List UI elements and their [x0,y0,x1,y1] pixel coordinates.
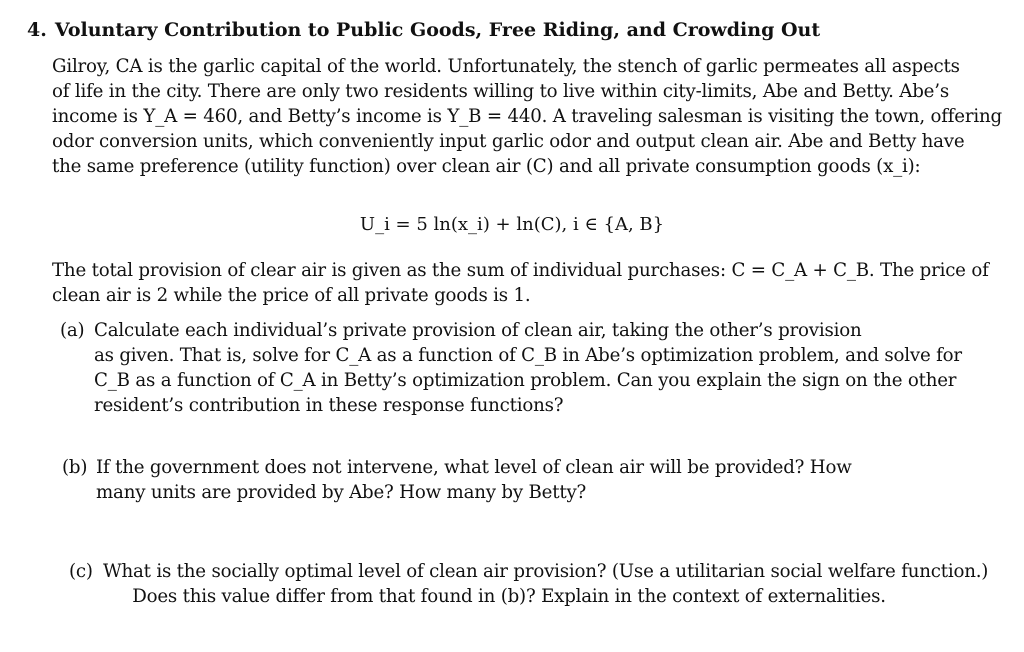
question-b [62,455,1012,505]
question-a [60,318,1010,418]
question-b-label: (b) [62,457,88,478]
question-b-text: If the government does not intervene, what level of clean air will be provided? How [96,457,852,478]
intro-line: the same preference (utility function) over clean air (C) and all private consumption goods (x_i): [52,156,921,177]
question-c-label: (c) [69,561,93,582]
question-a-line: as given. That is, solve for C_A as a function of C_B in Abe’s optimization problem, and solve for [94,345,962,366]
total-provision-line: The total provision of clear air is given as the sum of individual purchases: C = C_A + C_B. The price of [52,260,989,281]
intro-paragraph [52,54,1012,179]
intro-line: odor conversion units, which conveniently input garlic odor and output clean air. Abe and Betty have [52,131,965,152]
intro-line: income is Y_A = 460, and Betty’s income is Y_B = 440. A traveling salesman is visiting the town, offering [52,106,1002,127]
problem-number: 4. [27,19,47,41]
question-a-line: C_B as a function of C_A in Betty’s optimization problem. Can you explain the sign on the other [94,370,957,391]
question-b-line: many units are provided by Abe? How many by Betty? [96,482,587,503]
question-a-line [60,318,1010,343]
question-c-line [69,559,1019,584]
intro-line: Gilroy, CA is the garlic capital of the world. Unfortunately, the stench of garlic permeates all aspects [52,56,960,77]
total-provision-paragraph [52,258,1012,308]
problem-heading [27,19,820,41]
total-provision-line: clean air is 2 while the price of all private goods is 1. [52,285,531,306]
question-a-label: (a) [60,320,85,341]
utility-formula: U_i = 5 ln(x_i) + ln(C), i ∈ {A, B} [359,214,665,235]
question-c-line: Does this value differ from that found in (b)? Explain in the context of externalities. [132,586,886,607]
intro-line: of life in the city. There are only two residents willing to live within city-limits, Abe and Betty. Abe’s [52,81,949,102]
question-a-text: Calculate each individual’s private provision of clean air, taking the other’s provision [94,320,862,341]
question-b-line [62,455,1012,480]
question-c [69,559,1019,609]
problem-title: Voluntary Contribution to Public Goods, Free Riding, and Crowding Out [54,19,821,41]
question-a-line: resident’s contribution in these response functions? [94,395,564,416]
question-c-text: What is the socially optimal level of clean air provision? (Use a utilitarian social welfare function.) [103,561,989,582]
